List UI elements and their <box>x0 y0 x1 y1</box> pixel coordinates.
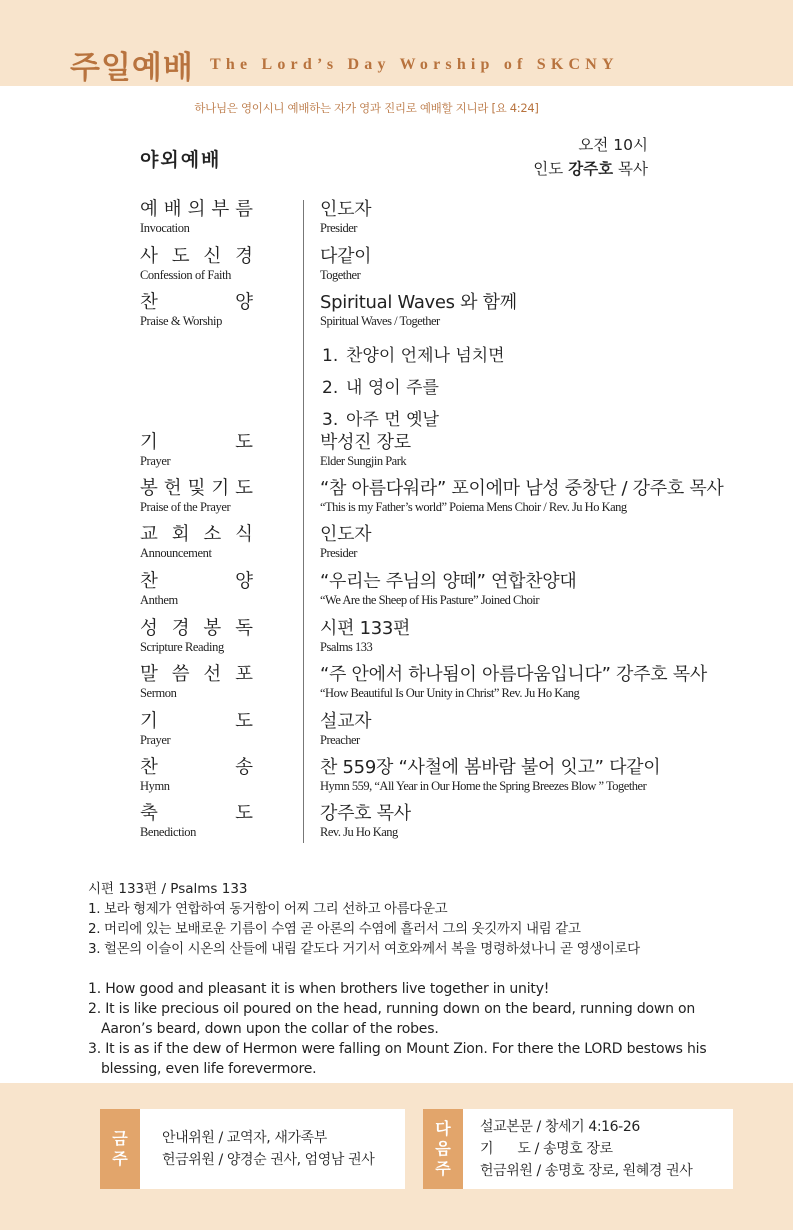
praise-song <box>322 373 439 398</box>
order-value: “참 아름다워라” 포이에마 남성 중창단 / 강주호 목사 <box>320 478 724 499</box>
order-value: Spiritual Waves 와 함께 <box>320 292 517 313</box>
order-label-char: 송 <box>235 757 253 778</box>
psalm-english-list <box>88 979 728 1079</box>
leader-prefix: 인도 <box>533 160 564 178</box>
order-value-en: Hymn 559, “All Year in Our Home the Spring Breezes Blow ” Together <box>320 779 647 793</box>
psalm-english-verse: 1. How good and pleasant it is when brothers live together in unity! <box>88 981 550 997</box>
order-label-char: 선 <box>203 664 222 685</box>
order-value: 찬 559장 “사철에 봄바람 불어 잇고” 다같이 <box>320 757 661 778</box>
order-value: 다같이 <box>320 246 372 267</box>
order-label-char: 름 <box>235 199 253 220</box>
order-value-en: Psalms 133 <box>320 640 373 654</box>
order-value: 강주호 목사 <box>320 803 411 824</box>
leader-name: 강주호 <box>568 160 614 178</box>
next-week-line: 기 도 / 송명호 장로 <box>480 1141 613 1157</box>
order-value-en: “This is my Father’s world” Poiema Mens Choir / Rev. Ju Ho Kang <box>320 500 627 514</box>
order-value-en: “We Are the Sheep of His Pasture” Joined Choir <box>320 593 539 607</box>
psalm-title: 시편 133편 / Psalms 133 <box>88 881 248 897</box>
next-week-box <box>423 1109 733 1189</box>
praise-song-number: 3. <box>322 410 339 430</box>
order-label-char: 봉 <box>203 618 222 639</box>
order-label-char: 도 <box>235 432 253 453</box>
this-week-line: 안내위원 / 교역자, 새가족부 <box>162 1130 327 1146</box>
tag-char: 금 <box>112 1129 128 1148</box>
order-value-en: Presider <box>320 221 357 235</box>
order-label-char: 배 <box>163 199 182 220</box>
order-label <box>140 292 253 314</box>
order-label-en: Sermon <box>140 686 177 700</box>
order-label-char: 말 <box>140 664 158 685</box>
order-label-char: 도 <box>235 711 253 732</box>
order-label-en: Confession of Faith <box>140 268 232 282</box>
order-label <box>140 803 253 825</box>
scripture-verse: 하나님은 영이시니 예배하는 자가 영과 진리로 예배할 지니라 [요 4:24] <box>194 101 539 115</box>
order-label-char: 경 <box>171 618 190 639</box>
order-label-char: 양 <box>235 571 253 592</box>
order-value-en: “How Beautiful Is Our Unity in Christ” Rev. Ju Ho Kang <box>320 686 580 700</box>
order-label-char: 예 <box>140 199 158 220</box>
order-value: “우리는 주님의 양떼” 연합찬양대 <box>320 571 577 592</box>
order-label-char: 도 <box>235 803 253 824</box>
order-label <box>140 618 253 640</box>
order-label <box>140 199 253 221</box>
psalm-english-verse: 2. It is like precious oil poured on the head, running down on the beard, running down on Aaron’s beard, down upon the collar of the robes. <box>88 1001 696 1037</box>
psalm-section <box>88 879 728 1079</box>
order-value-en: Rev. Ju Ho Kang <box>320 825 398 839</box>
order-label-en: Anthem <box>140 593 178 607</box>
order-label-char: 소 <box>203 524 222 545</box>
order-label-char: 축 <box>140 803 158 824</box>
service-name: 야외예배 <box>140 149 222 171</box>
tag-char: 주 <box>435 1159 451 1178</box>
tag-char: 주 <box>112 1149 128 1168</box>
order-label-char: 교 <box>140 524 158 545</box>
order-label-char: 양 <box>235 292 253 313</box>
order-label <box>140 664 253 686</box>
order-label-char: 찬 <box>140 292 158 313</box>
order-value-en: Spiritual Waves / Together <box>320 314 440 328</box>
order-value-en: Presider <box>320 546 357 560</box>
service-leader <box>533 157 648 181</box>
order-label-char: 식 <box>235 524 253 545</box>
order-label-char: 부 <box>211 199 230 220</box>
tag-char: 다 <box>435 1119 451 1138</box>
service-info <box>533 133 648 181</box>
praise-song-title: 아주 먼 옛날 <box>346 410 439 430</box>
order-value: 인도자 <box>320 524 372 545</box>
praise-song <box>322 405 439 430</box>
this-week-tag <box>100 1109 140 1189</box>
order-label-char: 포 <box>235 664 253 685</box>
order-divider <box>303 200 304 843</box>
psalm-korean-list <box>88 899 728 959</box>
praise-song-number: 1. <box>322 346 339 366</box>
order-label-en: Hymn <box>140 779 170 793</box>
order-label-en: Praise & Worship <box>140 314 222 328</box>
order-label <box>140 571 253 593</box>
order-label-char: 기 <box>140 432 158 453</box>
next-week-line: 설교본문 / 창세기 4:16-26 <box>480 1119 640 1135</box>
order-label-en: Praise of the Prayer <box>140 500 231 514</box>
order-label-char: 기 <box>211 478 230 499</box>
order-label <box>140 524 253 546</box>
praise-song-title: 내 영이 주를 <box>346 378 439 398</box>
order-value-en: Together <box>320 268 361 282</box>
order-label <box>140 432 253 454</box>
psalm-korean-verse: 2. 머리에 있는 보배로운 기름이 수염 곧 아론의 수염에 흘러서 그의 옷깃까지 내림 같고 <box>88 921 581 937</box>
order-label-en: Prayer <box>140 733 171 747</box>
page-subtitle: The Lord’s Day Worship of SKCNY <box>210 56 619 73</box>
order-label-char: 회 <box>171 524 190 545</box>
order-label-char: 독 <box>235 618 253 639</box>
service-time: 오전 10시 <box>578 136 648 154</box>
order-label-en: Benediction <box>140 825 197 839</box>
psalm-korean-verse: 1. 보라 형제가 연합하여 동거함이 어찌 그리 선하고 아름다운고 <box>88 901 448 917</box>
order-label <box>140 757 253 779</box>
order-label-en: Announcement <box>140 546 212 560</box>
order-label-char: 및 <box>187 478 206 499</box>
order-label-char: 의 <box>187 199 206 220</box>
order-label-char: 경 <box>235 246 253 267</box>
order-label-char: 기 <box>140 711 158 732</box>
header-banner <box>0 0 793 86</box>
order-label-char: 성 <box>140 618 158 639</box>
this-week-lines <box>162 1127 374 1171</box>
order-label-char: 신 <box>203 246 222 267</box>
order-value-en: Preacher <box>320 733 360 747</box>
this-week-box <box>100 1109 405 1189</box>
order-label-char: 찬 <box>140 571 158 592</box>
order-value: 박성진 장로 <box>320 432 411 453</box>
order-label-char: 찬 <box>140 757 158 778</box>
order-value-en: Elder Sungjin Park <box>320 454 407 468</box>
leader-title: 목사 <box>618 160 648 178</box>
order-label <box>140 478 253 500</box>
order-label-char: 씀 <box>171 664 190 685</box>
praise-song-title: 찬양이 언제나 넘치면 <box>346 346 505 366</box>
next-week-line: 헌금위원 / 송명호 장로, 원혜경 권사 <box>480 1163 693 1179</box>
order-value: 인도자 <box>320 199 372 220</box>
order-value: 설교자 <box>320 711 372 732</box>
this-week-line: 헌금위원 / 양경순 권사, 엄영남 권사 <box>162 1152 375 1168</box>
next-week-lines <box>480 1116 692 1182</box>
order-label-en: Prayer <box>140 454 171 468</box>
next-week-tag <box>423 1109 463 1189</box>
order-label-char: 봉 <box>140 478 158 499</box>
praise-song <box>322 341 505 366</box>
psalm-korean-verse: 3. 헐몬의 이슬이 시온의 산들에 내림 같도다 거기서 여호와께서 복을 명령하셨나니 곧 영생이로다 <box>88 941 640 957</box>
praise-song-number: 2. <box>322 378 339 398</box>
psalm-english-verse: 3. It is as if the dew of Hermon were falling on Mount Zion. For there the LORD bestows his blessing, even life forevermore. <box>88 1041 707 1077</box>
order-label-en: Scripture Reading <box>140 640 224 654</box>
page-title: 주일예배 <box>70 50 194 86</box>
order-value: 시편 133편 <box>320 618 411 639</box>
tag-char: 음 <box>435 1139 451 1158</box>
order-label <box>140 711 253 733</box>
order-value: “주 안에서 하나됨이 아름다움입니다” 강주호 목사 <box>320 664 707 685</box>
order-label-char: 사 <box>140 246 158 267</box>
order-label-en: Invocation <box>140 221 190 235</box>
order-label-char: 헌 <box>163 478 182 499</box>
order-label <box>140 246 253 268</box>
order-label-char: 도 <box>235 478 253 499</box>
order-label-char: 도 <box>171 246 190 267</box>
